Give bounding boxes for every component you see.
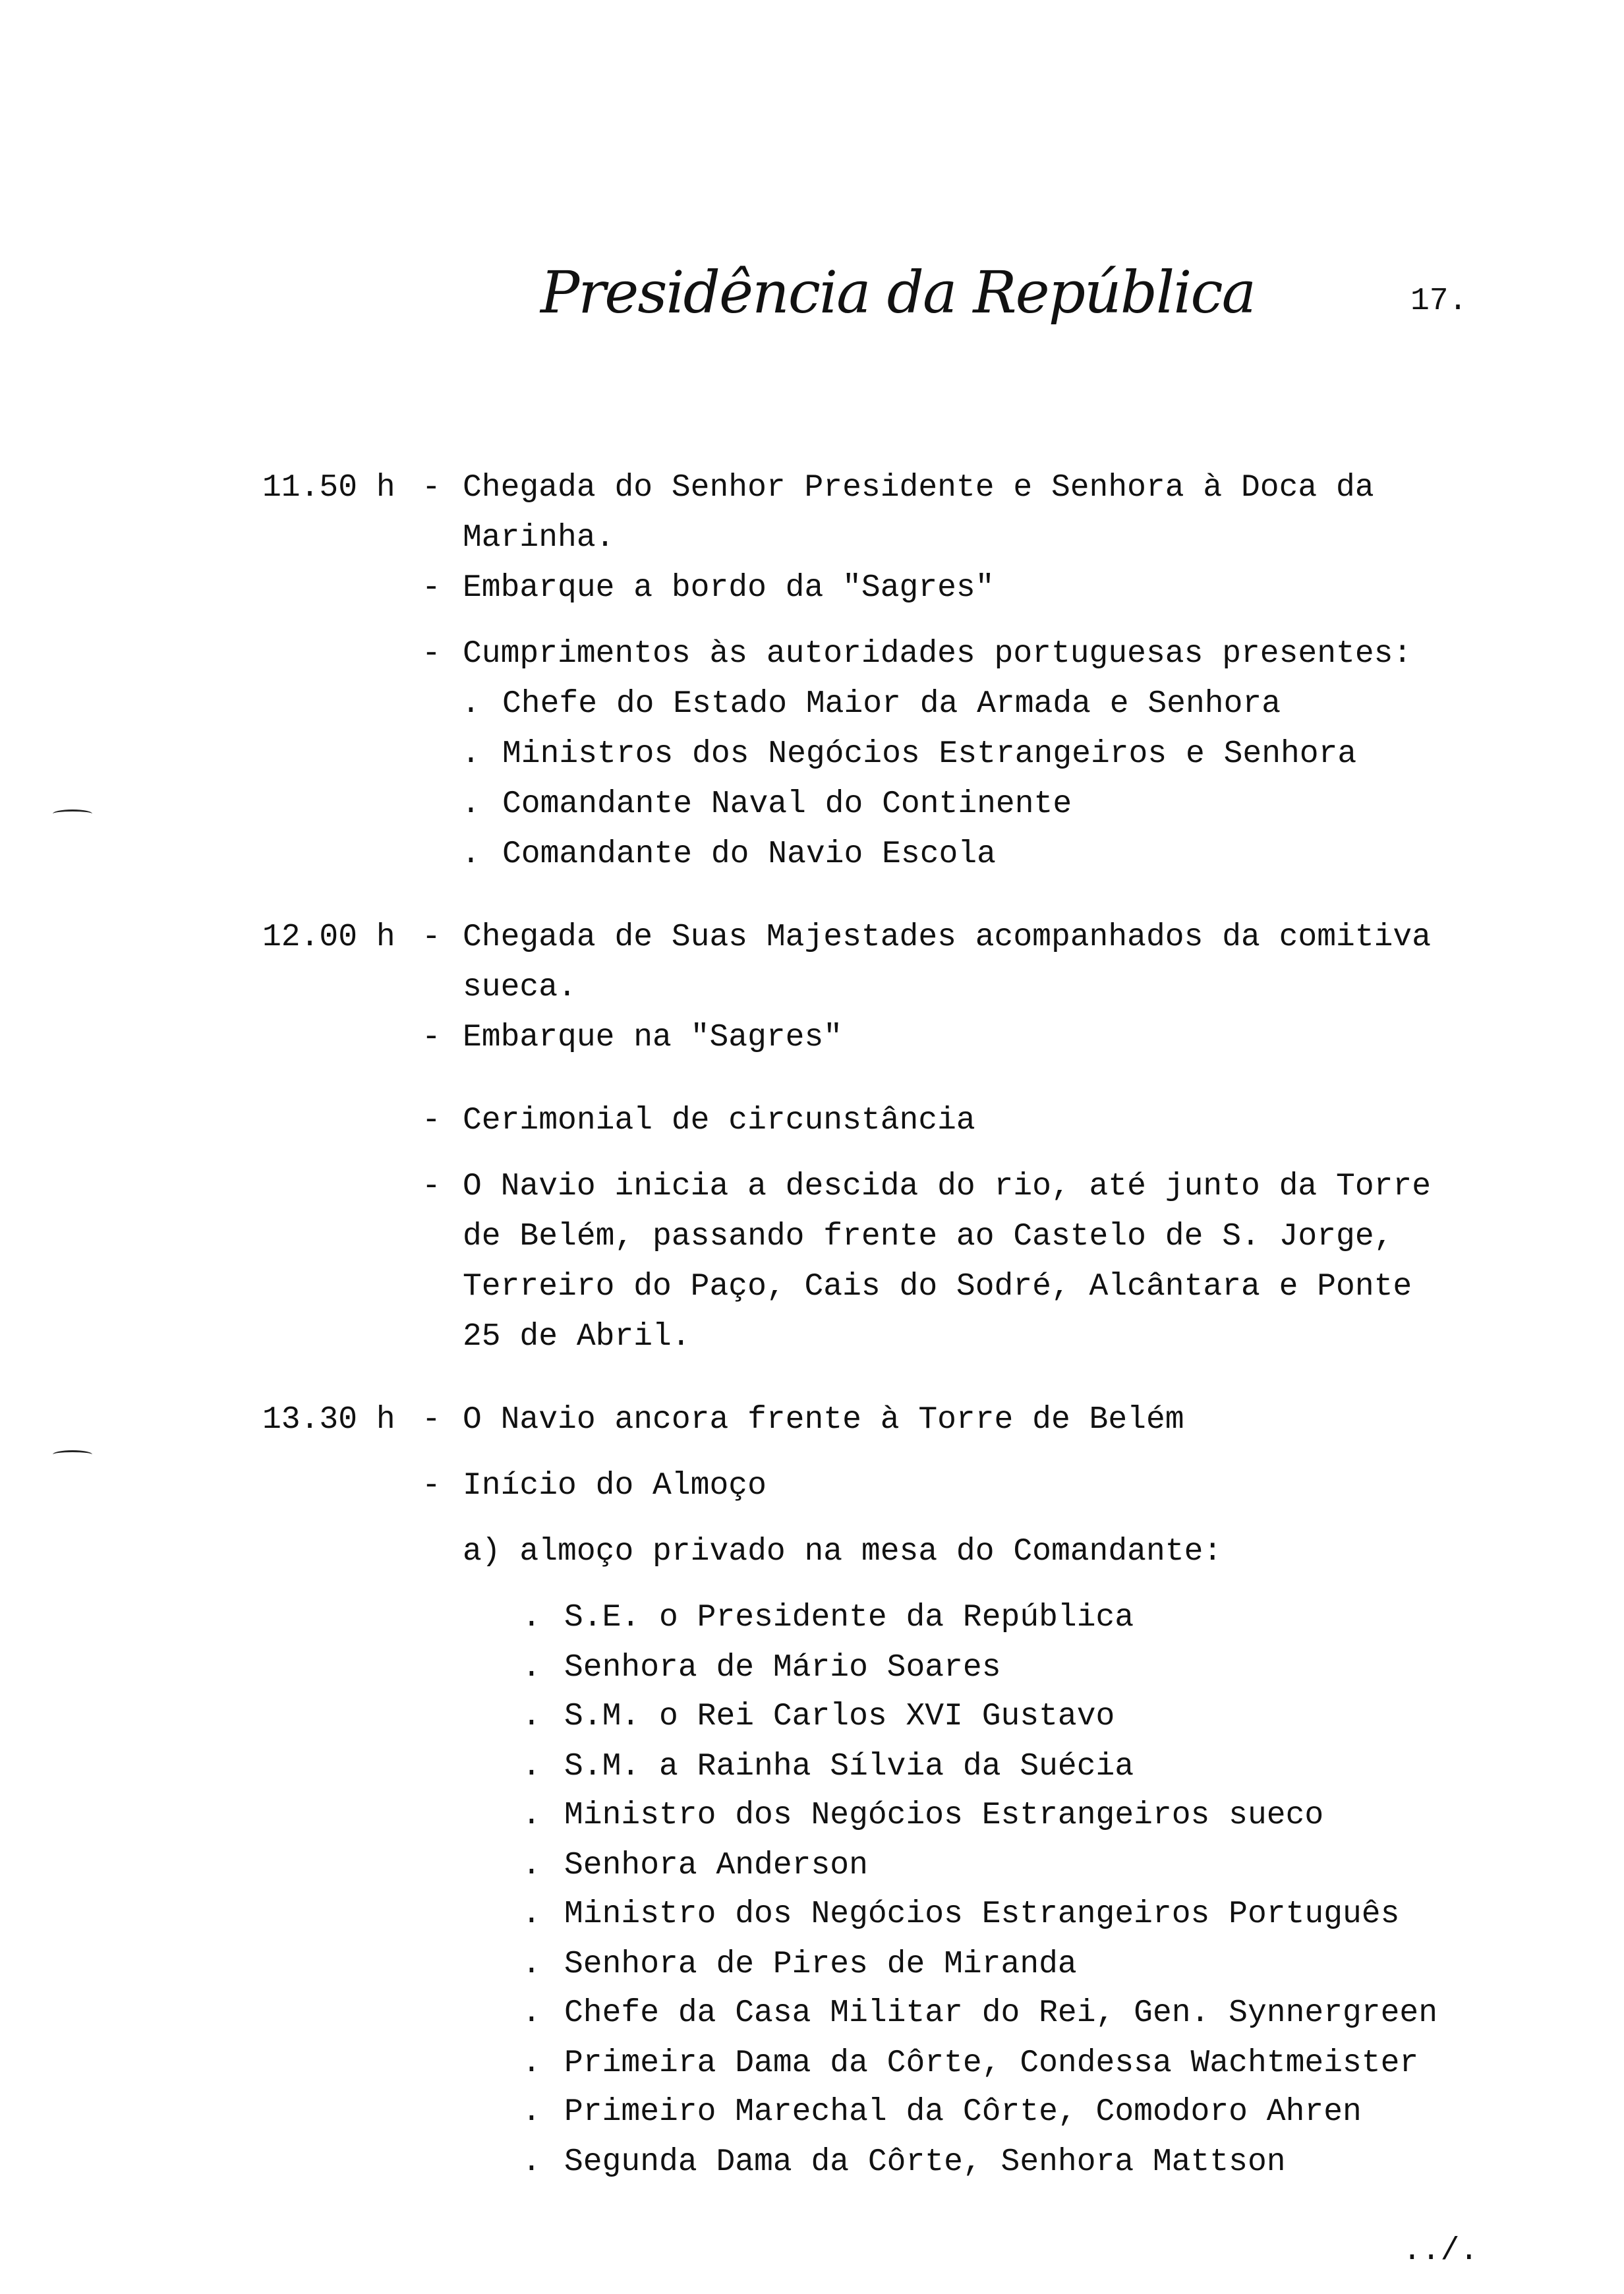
item-arrival-president: Chegada do Senhor Presidente e Senhora à Doca da bbox=[463, 470, 1374, 506]
dash: - bbox=[422, 470, 441, 506]
guest-item: Chefe da Casa Militar do Rei, Gen. Synnergreen bbox=[564, 1995, 1438, 2031]
continuation-mark: ../. bbox=[1403, 2233, 1479, 2269]
bullet: . bbox=[461, 786, 480, 822]
item-boarding-sagres: Embarque a bordo da "Sagres" bbox=[463, 570, 995, 606]
list-item: Comandante do Navio Escola bbox=[502, 837, 996, 872]
bullet: . bbox=[522, 1848, 541, 1883]
item-arrival-majesties-cont: sueca. bbox=[463, 970, 577, 1005]
item-boarding: Embarque na "Sagres" bbox=[463, 1020, 843, 1055]
bullet: . bbox=[522, 1897, 541, 1932]
dash: - bbox=[422, 920, 441, 955]
sub-heading-private-lunch: a) almoço privado na mesa do Comandante: bbox=[463, 1534, 1223, 1570]
item-ship-departs: O Navio inicia a descida do rio, até junto da Torre bbox=[463, 1169, 1432, 1204]
dash: - bbox=[422, 1468, 441, 1504]
bullet: . bbox=[522, 1995, 541, 2031]
guest-item: Ministro dos Negócios Estrangeiros sueco bbox=[564, 1798, 1324, 1833]
bullet: . bbox=[522, 1600, 541, 1635]
item-ship-departs-cont: Terreiro do Paço, Cais do Sodré, Alcântara e Ponte bbox=[463, 1269, 1412, 1305]
bullet: . bbox=[522, 2045, 541, 2081]
item-arrival-majesties: Chegada de Suas Majestades acompanhados da comitiva bbox=[463, 920, 1432, 955]
dash: - bbox=[422, 1169, 441, 1204]
guest-item: Senhora de Pires de Miranda bbox=[564, 1947, 1077, 1982]
guest-item: S.E. o Presidente da República bbox=[564, 1600, 1134, 1635]
bullet: . bbox=[522, 1650, 541, 1686]
item-ship-departs-cont: de Belém, passando frente ao Castelo de S. Jorge, bbox=[463, 1219, 1393, 1254]
time-13-30: 13.30 h bbox=[262, 1402, 395, 1438]
bullet: . bbox=[461, 736, 480, 772]
time-11-50: 11.50 h bbox=[262, 470, 395, 506]
dash: - bbox=[422, 570, 441, 606]
dash: - bbox=[422, 1402, 441, 1438]
page-number: 17. bbox=[1410, 283, 1468, 319]
bullet: . bbox=[461, 837, 480, 872]
list-item: Comandante Naval do Continente bbox=[502, 786, 1072, 822]
item-greetings: Cumprimentos às autoridades portuguesas presentes: bbox=[463, 636, 1412, 672]
item-lunch-start: Início do Almoço bbox=[463, 1468, 767, 1504]
guest-item: Senhora de Mário Soares bbox=[564, 1650, 1001, 1686]
guest-item: Primeira Dama da Côrte, Condessa Wachtmeister bbox=[564, 2045, 1419, 2081]
letterhead: Presidência da República bbox=[540, 258, 1256, 326]
item-ship-departs-cont: 25 de Abril. bbox=[463, 1319, 691, 1355]
bullet: . bbox=[522, 2094, 541, 2130]
dash: - bbox=[422, 636, 441, 672]
time-12-00: 12.00 h bbox=[262, 920, 395, 955]
margin-mark bbox=[53, 1450, 92, 1459]
bullet: . bbox=[522, 1699, 541, 1734]
list-item: Chefe do Estado Maior da Armada e Senhora bbox=[502, 686, 1281, 722]
item-anchors: O Navio ancora frente à Torre de Belém bbox=[463, 1402, 1184, 1438]
guest-item: Ministro dos Negócios Estrangeiros Português bbox=[564, 1897, 1400, 1932]
dash: - bbox=[422, 1103, 441, 1138]
bullet: . bbox=[461, 686, 480, 722]
list-item: Ministros dos Negócios Estrangeiros e Senhora bbox=[502, 736, 1357, 772]
dash: - bbox=[422, 1020, 441, 1055]
guest-item: Primeiro Marechal da Côrte, Comodoro Ahren bbox=[564, 2094, 1362, 2130]
guest-item: Senhora Anderson bbox=[564, 1848, 868, 1883]
margin-mark bbox=[53, 809, 92, 818]
guest-item: S.M. o Rei Carlos XVI Gustavo bbox=[564, 1699, 1115, 1734]
guest-item: Segunda Dama da Côrte, Senhora Mattson bbox=[564, 2144, 1286, 2180]
item-ceremonial: Cerimonial de circunstância bbox=[463, 1103, 975, 1138]
bullet: . bbox=[522, 1749, 541, 1784]
bullet: . bbox=[522, 1947, 541, 1982]
bullet: . bbox=[522, 2144, 541, 2180]
guest-item: S.M. a Rainha Sílvia da Suécia bbox=[564, 1749, 1134, 1784]
item-arrival-president-cont: Marinha. bbox=[463, 520, 615, 556]
bullet: . bbox=[522, 1798, 541, 1833]
